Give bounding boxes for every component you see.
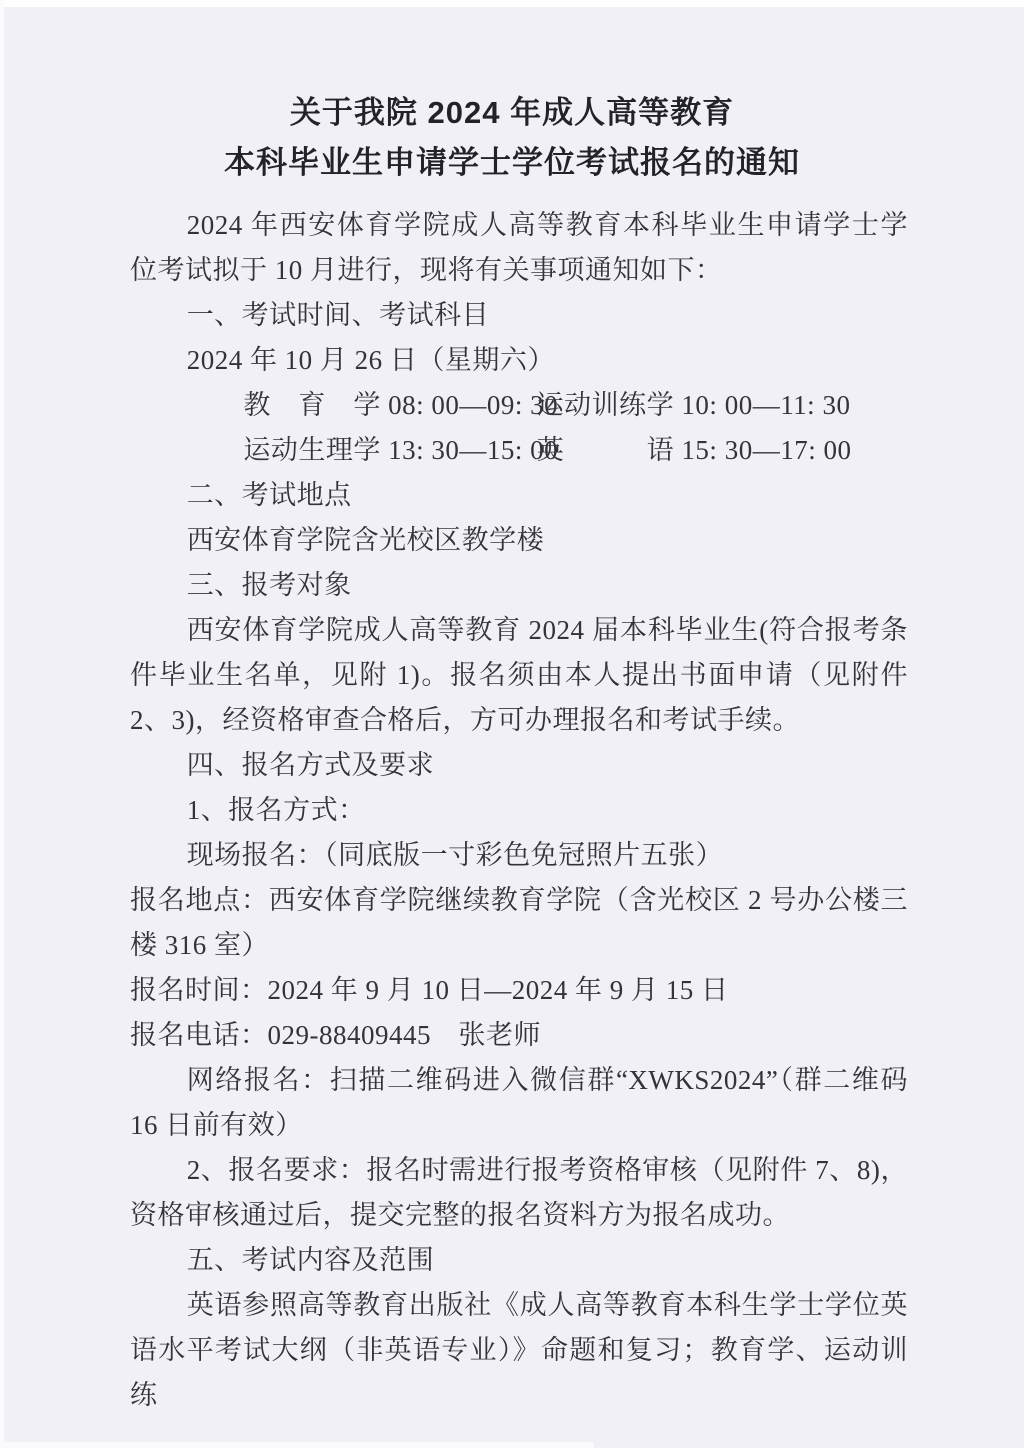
notice-title-line-1: 关于我院 2024 年成人高等教育 — [289, 95, 735, 130]
notice-title — [0, 0, 1024, 188]
exam-location: 西安体育学院含光校区教学楼 — [186, 525, 545, 555]
section-2-heading: 二、考试地点 — [186, 480, 352, 510]
registration-method-heading: 1、报名方式： — [186, 795, 366, 825]
exam-schedule-subject-time: 运动生理学 13: 30—15: 00 — [243, 435, 559, 465]
registration-requirement: 2、报名要求：报名时需进行报考资格审核（见附件 7、8)，资格审核通过后，提交完整的报名资料方为报名成功。 — [130, 1155, 908, 1230]
exam-schedule-subject-time: 教 育 学 08: 00—09: 30 — [243, 390, 559, 420]
registration-phone: 报名电话：029-88409445 张老师 — [130, 1020, 541, 1050]
online-registration: 网络报名：扫描二维码进入微信群“XWKS2024”（群二维码 16 日前有效） — [130, 1065, 908, 1140]
registration-location: 报名地点：西安体育学院继续教育学院（含光校区 2 号办公楼三楼 316 室） — [130, 885, 908, 960]
exam-schedule-row-2 — [130, 428, 908, 473]
registration-time: 报名时间：2024 年 9 月 10 日—2024 年 9 月 15 日 — [130, 975, 729, 1005]
scan-edge-left — [0, 0, 4, 1448]
exam-scope-paragraph: 英语参照高等教育出版社《成人高等教育本科生学士学位英语水平考试大纲（非英语专业）》命题和复习；教育学、运动训练 — [130, 1290, 908, 1410]
onsite-registration: 现场报名：（同底版一寸彩色免冠照片五张） — [186, 840, 724, 870]
section-5-heading: 五、考试内容及范围 — [186, 1245, 435, 1275]
scan-edge-bottom — [0, 1442, 594, 1448]
notice-title-line-2: 本科毕业生申请学士学位考试报名的通知 — [224, 145, 800, 180]
exam-date: 2024 年 10 月 26 日（星期六） — [186, 345, 555, 375]
section-4-heading: 四、报名方式及要求 — [186, 750, 435, 780]
intro-paragraph: 2024 年西安体育学院成人高等教育本科毕业生申请学士学位考试拟于 10 月进行，现将有关事项通知如下： — [130, 210, 908, 285]
exam-schedule-subject-time: 英 语 15: 30—17: 00 — [536, 435, 852, 465]
section-3-heading: 三、报考对象 — [186, 570, 352, 600]
eligibility-paragraph: 西安体育学院成人高等教育 2024 届本科毕业生(符合报考条件毕业生名单，见附 1)。报名须由本人提出书面申请（见附件 2、3)，经资格审查合格后，方可办理报名和考试手续。 — [130, 615, 908, 735]
exam-schedule-row-1 — [130, 383, 908, 428]
scan-edge-top — [0, 0, 1024, 7]
exam-schedule-subject-time: 运动训练学 10: 00—11: 30 — [536, 390, 851, 420]
section-1-heading: 一、考试时间、考试科目 — [186, 300, 490, 330]
notice-body — [0, 203, 1024, 1418]
